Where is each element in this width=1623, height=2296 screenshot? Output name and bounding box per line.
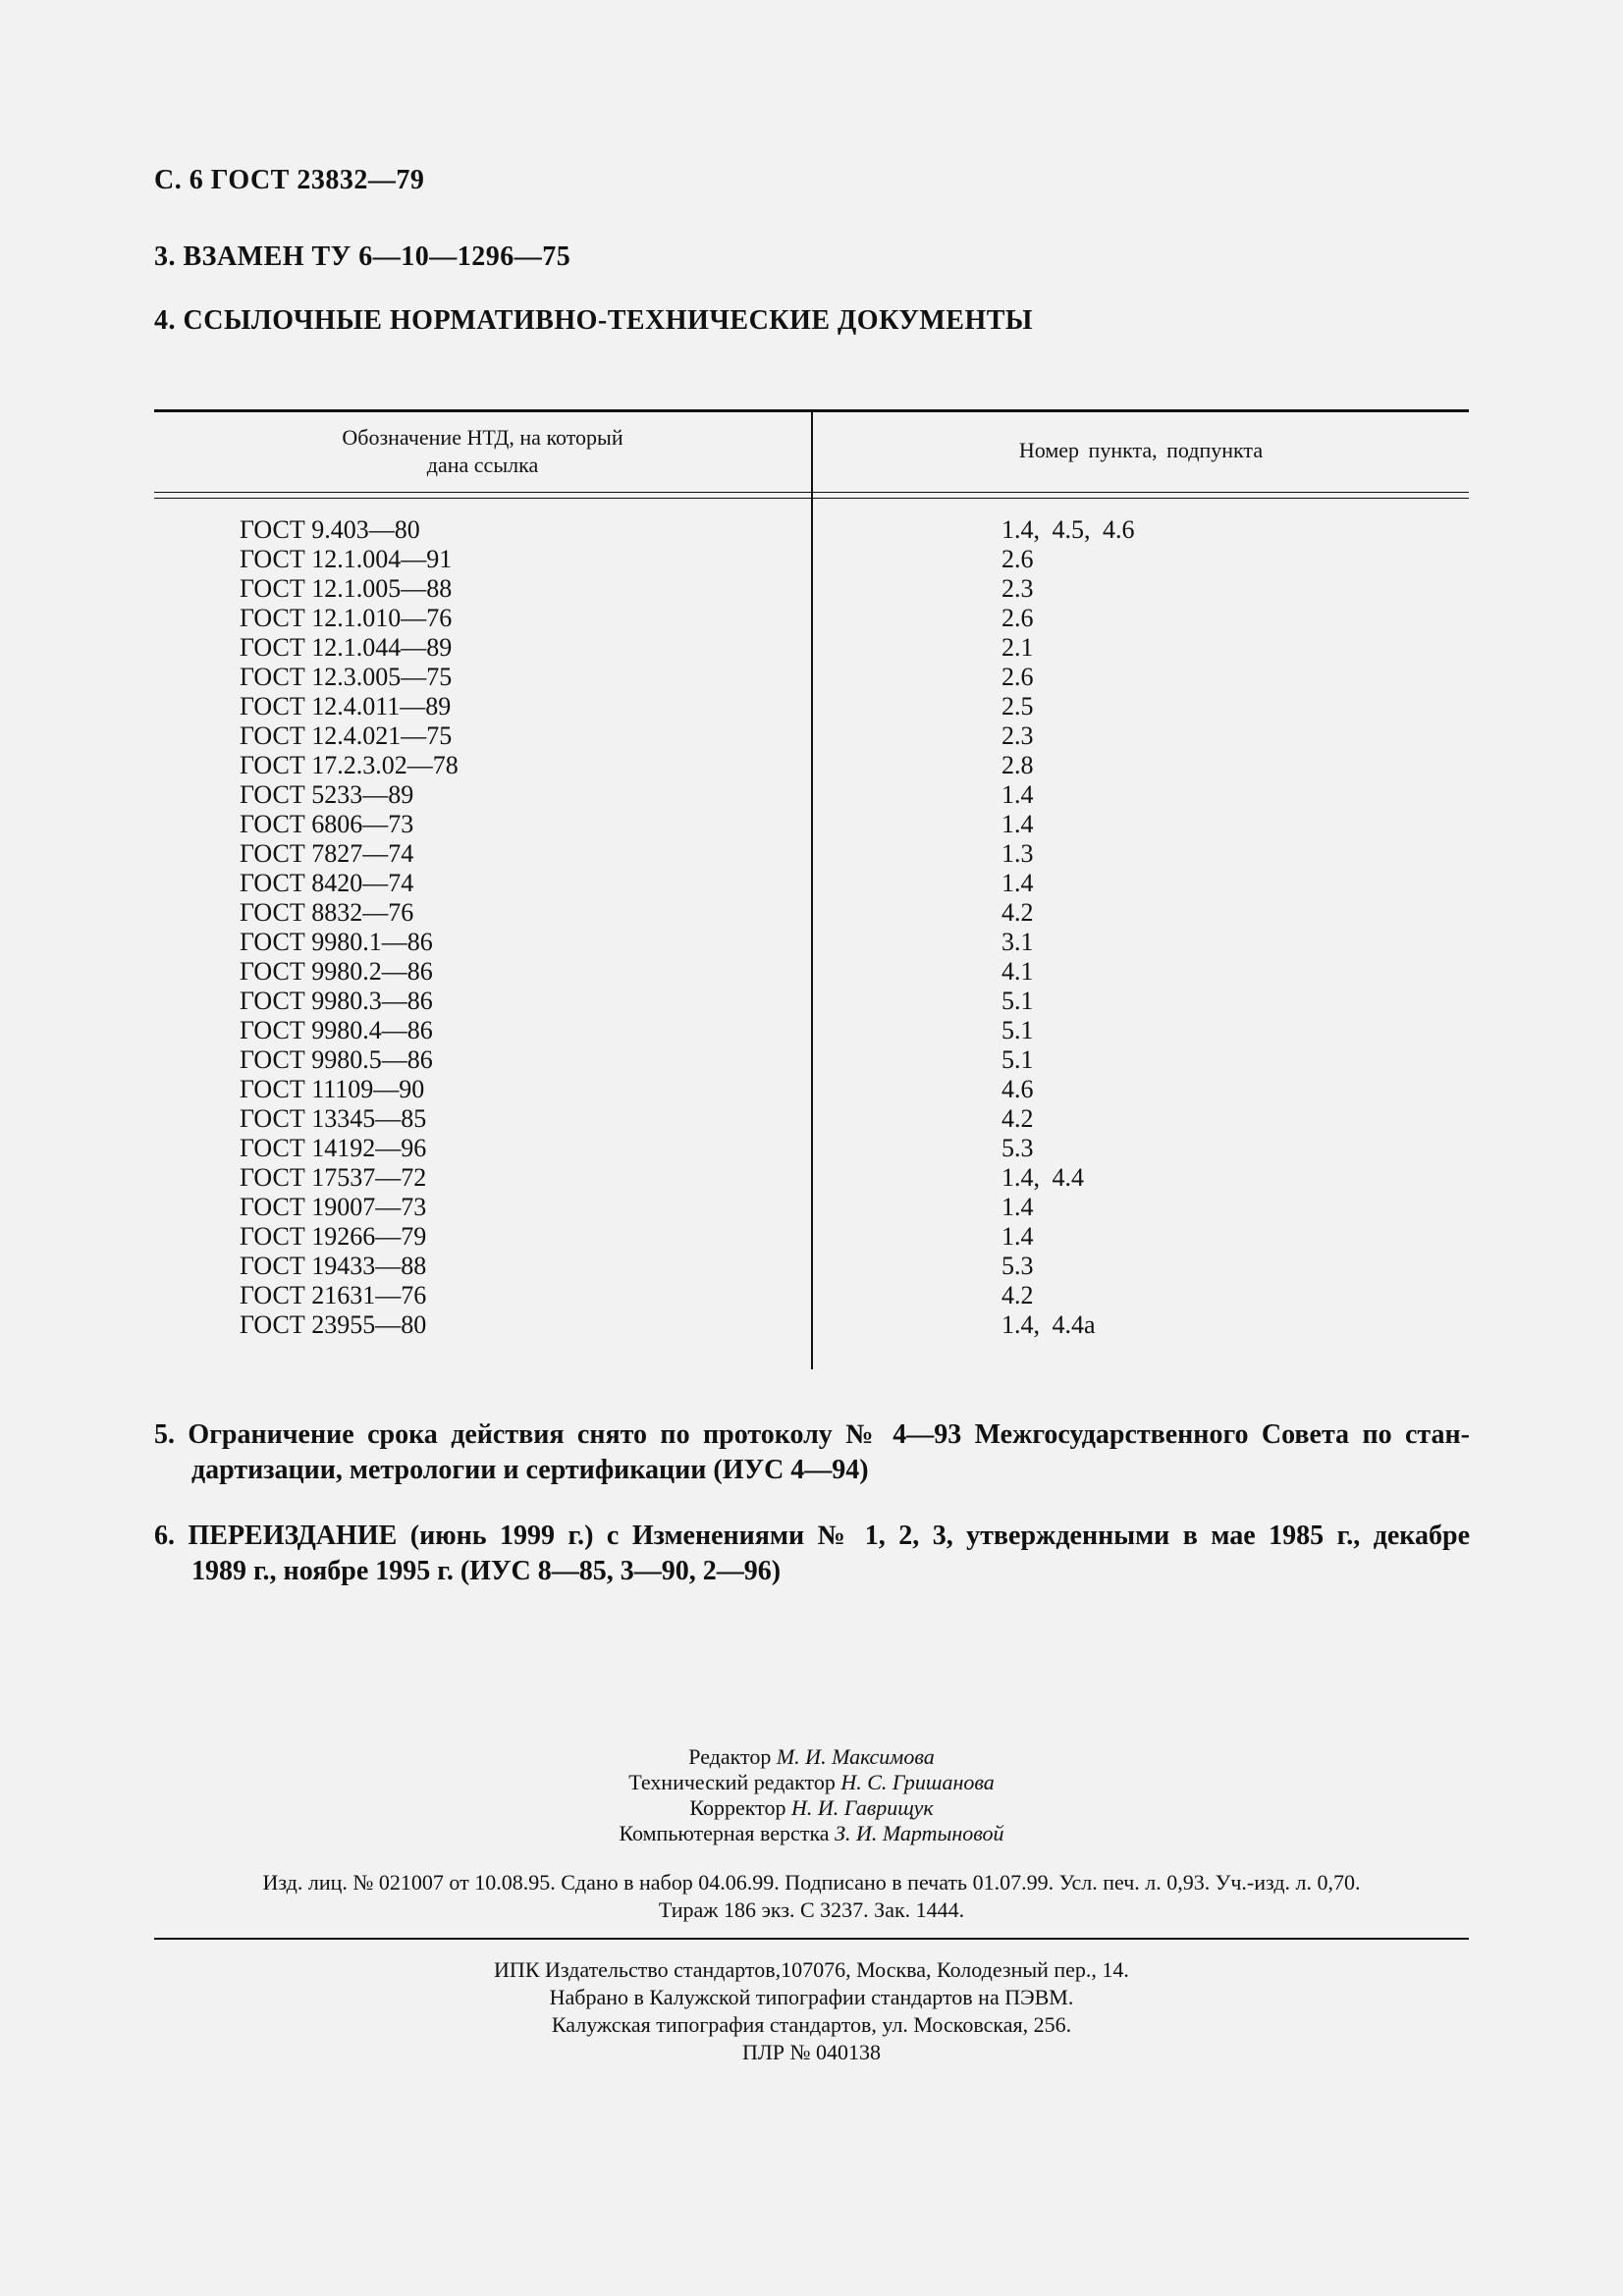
table-cell-document: ГОСТ 12.1.005—88: [240, 574, 453, 603]
credit-person: З. И. Мартыновой: [835, 1821, 1004, 1845]
table-cell-clause: 5.3: [1001, 1134, 1034, 1162]
section-3-heading: 3. ВЗАМЕН ТУ 6—10—1296—75: [154, 241, 571, 272]
table-cell-clause: 4.2: [1001, 1281, 1034, 1309]
table-cell-document: ГОСТ 9980.5—86: [240, 1045, 433, 1074]
table-cell-document: ГОСТ 7827—74: [240, 839, 414, 868]
table-cell-document: ГОСТ 12.1.004—91: [240, 545, 453, 573]
credit-role: Редактор: [688, 1744, 772, 1769]
table-cell-document: ГОСТ 9980.4—86: [240, 1016, 433, 1044]
publisher-line1: ИПК Издательство стандартов,107076, Москва, Колодезный пер., 14.: [494, 1957, 1129, 1982]
column-header-document: [154, 424, 811, 479]
table-cell-clause: 2.6: [1001, 604, 1034, 632]
table-cell-document: ГОСТ 11109—90: [240, 1075, 425, 1103]
column-divider: [811, 412, 813, 1369]
imprint-line2: Тираж 186 экз. С 3237. Зак. 1444.: [658, 1897, 965, 1922]
clause-column: [1001, 515, 1135, 1340]
table-cell-document: ГОСТ 9.403—80: [240, 515, 420, 544]
credit-technical-editor: [0, 1770, 1623, 1795]
table-cell-clause: 4.2: [1001, 1104, 1034, 1133]
table-cell-clause: 2.6: [1001, 663, 1034, 691]
credit-person: М. И. Максимова: [776, 1744, 935, 1769]
table-cell-document: ГОСТ 12.1.044—89: [240, 633, 453, 662]
table-cell-document: ГОСТ 9980.3—86: [240, 987, 433, 1015]
table-cell-clause: 1.4, 4.4а: [1001, 1310, 1096, 1339]
table-cell-document: ГОСТ 17.2.3.02—78: [240, 751, 459, 779]
footer-rule: [154, 1938, 1469, 1940]
publisher-line3: Калужская типография стандартов, ул. Московская, 256.: [551, 2012, 1072, 2037]
credit-role: Компьютерная верстка: [619, 1821, 830, 1845]
table-cell-document: ГОСТ 12.4.021—75: [240, 721, 453, 750]
section-5-line2: дартизации, метрологии и сертификации (ИУС 4—94): [191, 1455, 869, 1485]
credit-editor: [0, 1744, 1623, 1770]
table-cell-document: ГОСТ 6806—73: [240, 810, 414, 838]
table-cell-clause: 1.3: [1001, 839, 1034, 868]
table-cell-document: ГОСТ 19007—73: [240, 1193, 427, 1221]
table-cell-clause: 2.3: [1001, 574, 1034, 603]
credit-person: Н. И. Гаврищук: [790, 1795, 934, 1820]
credit-person: Н. С. Гришанова: [840, 1770, 995, 1794]
table-cell-document: ГОСТ 21631—76: [240, 1281, 427, 1309]
section-6-line1: 6. ПЕРЕИЗДАНИЕ (июнь 1999 г.) с Изменениями № 1, 2, 3, утвержденными в мае 1985 г., декабре: [154, 1521, 1470, 1551]
table-cell-clause: 1.4: [1001, 1222, 1034, 1251]
table-cell-clause: 5.1: [1001, 987, 1034, 1015]
table-cell-clause: 5.3: [1001, 1252, 1034, 1280]
table-cell-clause: 1.4: [1001, 1193, 1034, 1221]
table-cell-clause: 5.1: [1001, 1016, 1034, 1044]
table-cell-document: ГОСТ 8832—76: [240, 898, 414, 927]
table-cell-document: ГОСТ 19433—88: [240, 1252, 427, 1280]
credit-layout: [0, 1821, 1623, 1846]
table-cell-clause: 1.4: [1001, 780, 1034, 809]
section-4-heading: 4. ССЫЛОЧНЫЕ НОРМАТИВНО-ТЕХНИЧЕСКИЕ ДОКУМЕНТЫ: [154, 305, 1033, 336]
table-cell-document: ГОСТ 14192—96: [240, 1134, 427, 1162]
table-cell-document: ГОСТ 12.3.005—75: [240, 663, 453, 691]
credit-proofreader: [0, 1795, 1623, 1821]
publisher-block: [0, 1956, 1623, 2066]
table-cell-clause: 5.1: [1001, 1045, 1034, 1074]
credit-role: Технический редактор: [628, 1770, 836, 1794]
credit-role: Корректор: [689, 1795, 786, 1820]
imprint-line1: Изд. лиц. № 021007 от 10.08.95. Сдано в набор 04.06.99. Подписано в печать 01.07.99. Усл. печ. л. 0,93. Уч.-изд. л. 0,70.: [262, 1870, 1361, 1895]
imprint-block: [0, 1869, 1623, 1924]
table-cell-document: ГОСТ 9980.1—86: [240, 928, 433, 956]
document-column: [240, 515, 459, 1340]
table-cell-document: ГОСТ 5233—89: [240, 780, 414, 809]
table-cell-clause: 2.3: [1001, 721, 1034, 750]
table-cell-clause: 1.4, 4.4: [1001, 1163, 1084, 1192]
table-cell-clause: 1.4, 4.5, 4.6: [1001, 515, 1135, 544]
publisher-line4: ПЛР № 040138: [741, 2040, 882, 2064]
page-header: С. 6 ГОСТ 23832—79: [154, 165, 425, 195]
publisher-line2: Набрано в Калужской типографии стандартов на ПЭВМ.: [549, 1985, 1074, 2009]
section-6-line2: 1989 г., ноябре 1995 г. (ИУС 8—85, 3—90, 2—96): [191, 1556, 782, 1586]
table-cell-clause: 1.4: [1001, 810, 1034, 838]
table-cell-clause: 3.1: [1001, 928, 1034, 956]
table-cell-document: ГОСТ 12.4.011—89: [240, 692, 452, 721]
table-cell-document: ГОСТ 23955—80: [240, 1310, 427, 1339]
table-cell-clause: 4.6: [1001, 1075, 1034, 1103]
table-cell-clause: 4.1: [1001, 957, 1034, 986]
table-cell-clause: 2.6: [1001, 545, 1034, 573]
table-cell-clause: 2.1: [1001, 633, 1034, 662]
section-5-line1: 5. Ограничение срока действия снято по протоколу № 4—93 Межгосударственного Совета по стан-: [154, 1419, 1470, 1450]
table-cell-document: ГОСТ 8420—74: [240, 869, 414, 897]
section-5-paragraph: [154, 1417, 1470, 1488]
table-cell-clause: 2.8: [1001, 751, 1034, 779]
table-cell-document: ГОСТ 13345—85: [240, 1104, 427, 1133]
column-header-clause: Номер пункта, подпункта: [1018, 438, 1264, 462]
credits-block: [0, 1744, 1623, 1846]
section-6-paragraph: [154, 1519, 1470, 1589]
table-cell-document: ГОСТ 9980.2—86: [240, 957, 433, 986]
table-cell-document: ГОСТ 19266—79: [240, 1222, 427, 1251]
column-header-document-line2: дана ссылка: [426, 453, 539, 477]
table-cell-clause: 2.5: [1001, 692, 1034, 721]
table-cell-document: ГОСТ 12.1.010—76: [240, 604, 453, 632]
table-cell-clause: 1.4: [1001, 869, 1034, 897]
table-cell-document: ГОСТ 17537—72: [240, 1163, 427, 1192]
table-cell-clause: 4.2: [1001, 898, 1034, 927]
column-header-document-line1: Обозначение НТД, на который: [342, 425, 623, 450]
